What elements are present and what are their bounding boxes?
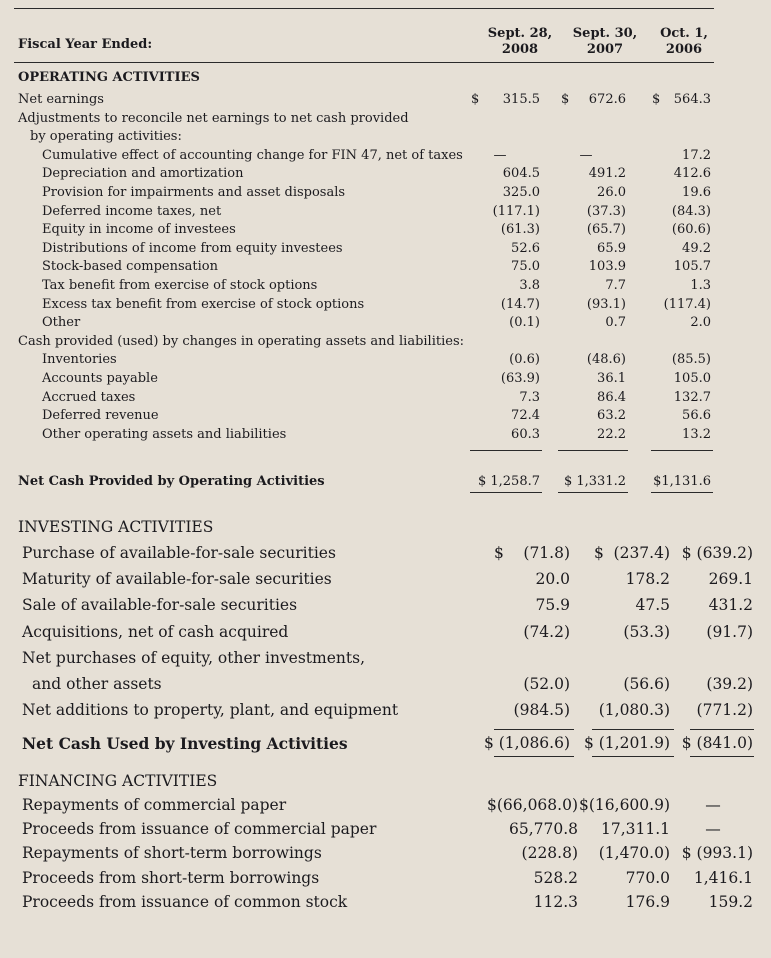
total-underline: [592, 756, 674, 757]
row-value: 7.3: [519, 389, 540, 405]
row-value: 65,770.8: [508, 820, 578, 839]
row-value: 431.2: [708, 596, 753, 615]
row-value: (1,470.0): [598, 844, 670, 863]
row-value: (93.1): [586, 296, 626, 312]
row-value: 3.8: [519, 278, 540, 293]
row-value: 7.7: [605, 278, 626, 293]
row-value: $(66,068.0): [487, 796, 578, 814]
row-label: Net earnings: [18, 92, 104, 107]
total-value: $ (1,086.6): [483, 734, 570, 752]
total-underline: [470, 492, 542, 493]
row-label: Maturity of available-for-sale securities: [22, 570, 332, 589]
row-value: 20.0: [535, 570, 570, 589]
total-label: Net Cash Provided by Operating Activities: [18, 474, 325, 489]
row-label: Proceeds from issuance of commercial paper: [22, 820, 377, 839]
subtotal-rule: [651, 450, 713, 451]
row-label: Repayments of short-term borrowings: [22, 844, 322, 863]
row-value: $ (639.2): [681, 544, 753, 562]
row-value: —: [705, 796, 721, 814]
row-value: —: [705, 820, 721, 839]
column-header-2006: Oct. 1, 2006: [660, 26, 708, 57]
row-label: Net purchases of equity, other investments,: [22, 648, 365, 667]
row-value: 56.6: [682, 408, 711, 424]
row-value: 36.1: [597, 371, 626, 386]
row-label: Provision for impairments and asset disposals: [42, 185, 346, 200]
row-value: 49.2: [682, 240, 711, 256]
top-rule: [14, 8, 714, 9]
row-label: Other: [42, 315, 81, 331]
row-value: (117.1): [492, 203, 540, 219]
row-value: (1,080.3): [598, 701, 670, 720]
row-value: 13.2: [682, 426, 711, 442]
row-value: 1,416.1: [693, 868, 753, 887]
row-value: (53.3): [623, 622, 670, 641]
header-rule: [14, 62, 714, 63]
fiscal-year-label: Fiscal Year Ended:: [18, 37, 153, 52]
row-value: 65.9: [597, 240, 626, 256]
row-value: 176.9: [625, 892, 670, 911]
row-value: (771.2): [696, 701, 753, 720]
row-value: (0.1): [509, 315, 540, 331]
row-value: (117.4): [663, 296, 711, 312]
row-value: 1.3: [690, 278, 711, 293]
row-label: Inventories: [42, 352, 117, 368]
row-label: Other operating assets and liabilities: [42, 426, 287, 442]
row-value: (39.2): [706, 675, 753, 693]
row-label: Repayments of commercial paper: [22, 796, 287, 814]
column-header-2007: Sept. 30, 2007: [572, 26, 638, 57]
row-value: 770.0: [625, 868, 670, 887]
row-value: 2.0: [690, 315, 711, 331]
row-value: (984.5): [513, 701, 570, 720]
financing-section-title: FINANCING ACTIVITIES: [18, 772, 218, 790]
row-value: 132.7: [673, 389, 711, 405]
currency-sign: $: [471, 92, 480, 107]
row-value: 60.3: [511, 426, 540, 442]
row-value: (228.8): [521, 844, 578, 863]
row-value: (0.6): [509, 352, 540, 368]
row-value: 491.2: [588, 166, 626, 182]
row-value: (71.8): [523, 544, 570, 562]
row-value: 26.0: [597, 185, 626, 200]
row-value: 159.2: [708, 892, 753, 911]
subtotal-rule: [690, 729, 754, 730]
row-value: (84.3): [671, 203, 711, 219]
row-value: (237.4): [613, 544, 670, 562]
total-value: $ (841.0): [681, 734, 753, 752]
row-value: 105.0: [673, 371, 711, 386]
row-label: Equity in income of investees: [42, 222, 236, 238]
row-value: 17,311.1: [600, 820, 670, 839]
row-value: 75.0: [511, 259, 540, 275]
row-value: 86.4: [597, 389, 626, 405]
row-value: 17.2: [682, 147, 711, 163]
row-label: Stock-based compensation: [42, 259, 218, 275]
row-value: 0.7: [605, 315, 626, 331]
row-label: and other assets: [32, 675, 162, 693]
row-value: (48.6): [586, 352, 626, 368]
row-value: 564.3: [673, 92, 711, 107]
row-value: (52.0): [523, 675, 570, 693]
row-value: 528.2: [533, 868, 578, 887]
row-label: Deferred revenue: [42, 408, 159, 424]
row-label: Deferred income taxes, net: [42, 203, 222, 219]
row-value: $ (993.1): [681, 844, 753, 863]
row-value: (60.6): [671, 222, 711, 238]
row-label: Sale of available-for-sale securities: [22, 596, 298, 615]
operating-section-title: OPERATING ACTIVITIES: [18, 70, 200, 85]
investing-section-title: INVESTING ACTIVITIES: [18, 518, 214, 536]
row-label: Accrued taxes: [42, 389, 136, 405]
row-label: Accounts payable: [42, 371, 158, 386]
row-label: Proceeds from short-term borrowings: [22, 868, 320, 887]
row-value: (14.7): [500, 296, 540, 312]
row-value: (61.3): [500, 222, 540, 238]
row-value: 315.5: [502, 92, 540, 107]
currency-sign: $: [561, 92, 570, 107]
row-value: 63.2: [597, 408, 626, 424]
row-value: 672.6: [588, 92, 626, 107]
row-value: 604.5: [502, 166, 540, 182]
row-value: (63.9): [500, 371, 540, 386]
row-value: (85.5): [671, 352, 711, 368]
subtotal-rule: [470, 450, 542, 451]
total-underline: [558, 492, 628, 493]
subtotal-rule: [592, 729, 674, 730]
row-value: —: [493, 147, 507, 163]
row-label: Acquisitions, net of cash acquired: [22, 622, 289, 641]
total-underline: [494, 756, 574, 757]
total-value: $1,131.6: [653, 474, 711, 489]
row-value: $(16,600.9): [579, 796, 670, 814]
row-label: Cash provided (used) by changes in operating assets and liabilities:: [18, 333, 464, 349]
row-value: 103.9: [588, 259, 626, 275]
row-label: Tax benefit from exercise of stock options: [42, 278, 318, 293]
row-value: 75.9: [535, 596, 570, 615]
row-label: Excess tax benefit from exercise of stock options: [42, 296, 365, 312]
row-value: 52.6: [511, 240, 540, 256]
row-value: 412.6: [673, 166, 711, 182]
row-label: Distributions of income from equity investees: [42, 240, 343, 256]
row-value: (65.7): [586, 222, 626, 238]
currency-sign: $: [594, 544, 604, 562]
subtotal-rule: [558, 450, 628, 451]
row-value: 105.7: [673, 259, 711, 275]
row-value: (37.3): [586, 203, 626, 219]
total-label: Net Cash Used by Investing Activities: [22, 734, 348, 753]
currency-sign: $: [494, 544, 504, 562]
total-value: $ 1,258.7: [477, 474, 540, 489]
total-value: $ 1,331.2: [563, 474, 626, 489]
currency-sign: $: [652, 92, 661, 107]
row-value: 178.2: [625, 570, 670, 589]
row-value: 112.3: [533, 892, 578, 911]
row-label: Depreciation and amortization: [42, 166, 244, 182]
row-value: 269.1: [708, 570, 753, 589]
row-value: 72.4: [511, 408, 540, 424]
row-value: (74.2): [523, 622, 570, 641]
row-label: Proceeds from issuance of common stock: [22, 892, 348, 911]
row-value: 19.6: [682, 185, 711, 200]
column-header-2008: Sept. 28, 2008: [487, 26, 553, 57]
total-underline: [651, 492, 713, 493]
row-value: (91.7): [706, 622, 753, 641]
row-label: Purchase of available-for-sale securities: [22, 544, 336, 562]
row-value: 22.2: [597, 426, 626, 442]
total-underline: [690, 756, 754, 757]
row-value: 47.5: [635, 596, 670, 615]
row-label: Adjustments to reconcile net earnings to net cash provided: [18, 110, 409, 126]
total-value: $ (1,201.9): [583, 734, 670, 752]
subtotal-rule: [494, 729, 574, 730]
row-label: Net additions to property, plant, and equipment: [22, 701, 399, 720]
row-value: (56.6): [623, 675, 670, 693]
row-value: —: [579, 147, 593, 163]
row-label: by operating activities:: [30, 129, 182, 145]
row-value: 325.0: [502, 185, 540, 200]
row-label: Cumulative effect of accounting change for FIN 47, net of taxes: [42, 147, 463, 163]
